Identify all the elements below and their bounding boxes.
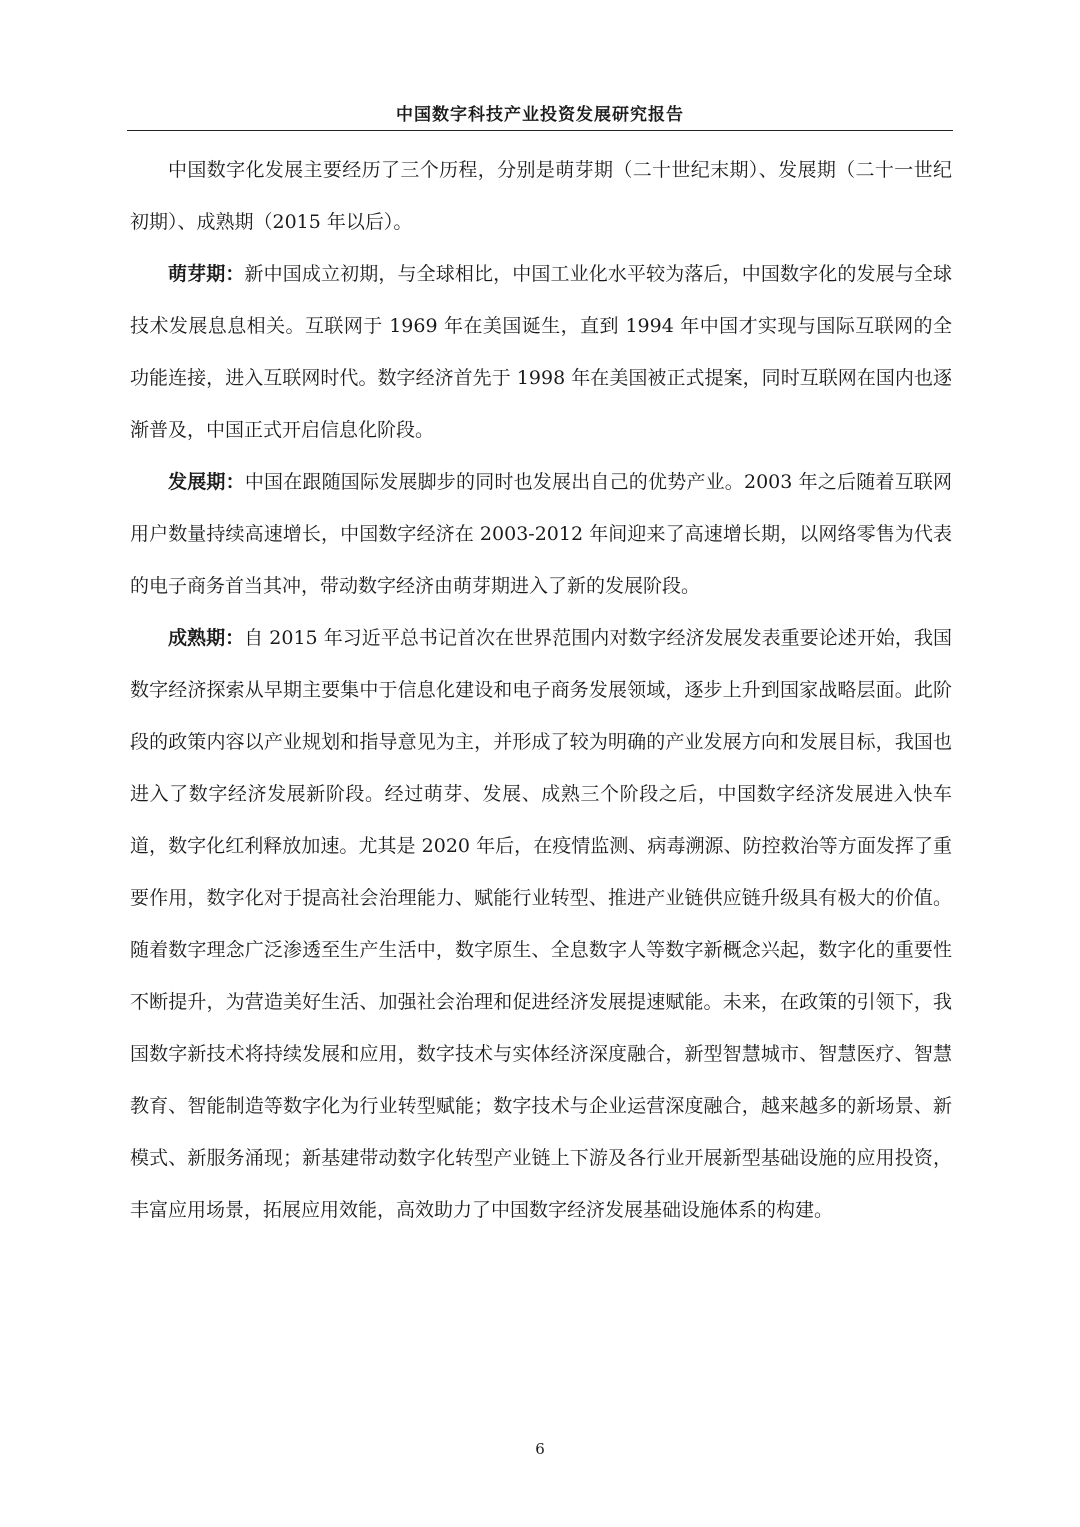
page-number: 6 xyxy=(535,1440,545,1458)
term-maturity-stage: 成熟期： xyxy=(168,627,245,649)
paragraph-maturity-stage xyxy=(130,612,952,1236)
paragraph-emergence-stage xyxy=(130,248,952,456)
paragraph-development-stage xyxy=(130,456,952,612)
body-text xyxy=(130,144,952,1236)
paragraph-text: 自 2015 年习近平总书记首次在世界范围内对数字经济发展发表重要论述开始，我国数字经济探索从早期主要集中于信息化建设和电子商务发展领域，逐步上升到国家战略层面。此阶段的政策内容以产业规划和指导意见为主，并形成了较为明确的产业发展方向和发展目标，我国也进入了数字经济发展新阶段。经过萌芽、发展、成熟三个阶段之后，中国数字经济发展进入快车道，数字化红利释放加速。尤其是 2020 年后，在疫情监测、病毒溯源、防控救治等方面发挥了重要作用，数字化对于提高社会治理能力、赋能行业转型、推进产业链供应链升级具有极大的价值。随着数字理念广泛渗透至生产生活中，数字原生、全息数字人等数字新概念兴起，数字化的重要性不断提升，为营造美好生活、加强社会治理和促进经济发展提速赋能。未来，在政策的引领下，我国数字新技术将持续发展和应用，数字技术与实体经济深度融合，新型智慧城市、智慧医疗、智慧教育、智能制造等数字化为行业转型赋能；数字技术与企业运营深度融合，越来越多的新场景、新模式、新服务涌现；新基建带动数字化转型产业链上下游及各行业开展新型基础设施的应用投资，丰富应用场景，拓展应用效能，高效助力了中国数字经济发展基础设施体系的构建。 xyxy=(130,627,952,1221)
paragraph-text: 中国数字化发展主要经历了三个历程，分别是萌芽期（二十世纪末期）、发展期（二十一世纪初期）、成熟期（2015 年以后）。 xyxy=(130,159,952,233)
paragraph-intro xyxy=(130,144,952,248)
term-development-stage: 发展期： xyxy=(168,471,245,493)
header-divider xyxy=(127,130,953,131)
term-emergence-stage: 萌芽期： xyxy=(168,263,245,285)
paragraph-text: 中国在跟随国际发展脚步的同时也发展出自己的优势产业。2003 年之后随着互联网用户数量持续高速增长，中国数字经济在 2003-2012 年间迎来了高速增长期，以网络零售为代表的电子商务首当其冲，带动数字经济由萌芽期进入了新的发展阶段。 xyxy=(130,471,952,597)
paragraph-text: 新中国成立初期，与全球相比，中国工业化水平较为落后，中国数字化的发展与全球技术发展息息相关。互联网于 1969 年在美国诞生，直到 1994 年中国才实现与国际互联网的全功能连接，进入互联网时代。数字经济首先于 1998 年在美国被正式提案，同时互联网在国内也逐渐普及，中国正式开启信息化阶段。 xyxy=(130,263,952,441)
running-header-title: 中国数字科技产业投资发展研究报告 xyxy=(396,105,684,125)
